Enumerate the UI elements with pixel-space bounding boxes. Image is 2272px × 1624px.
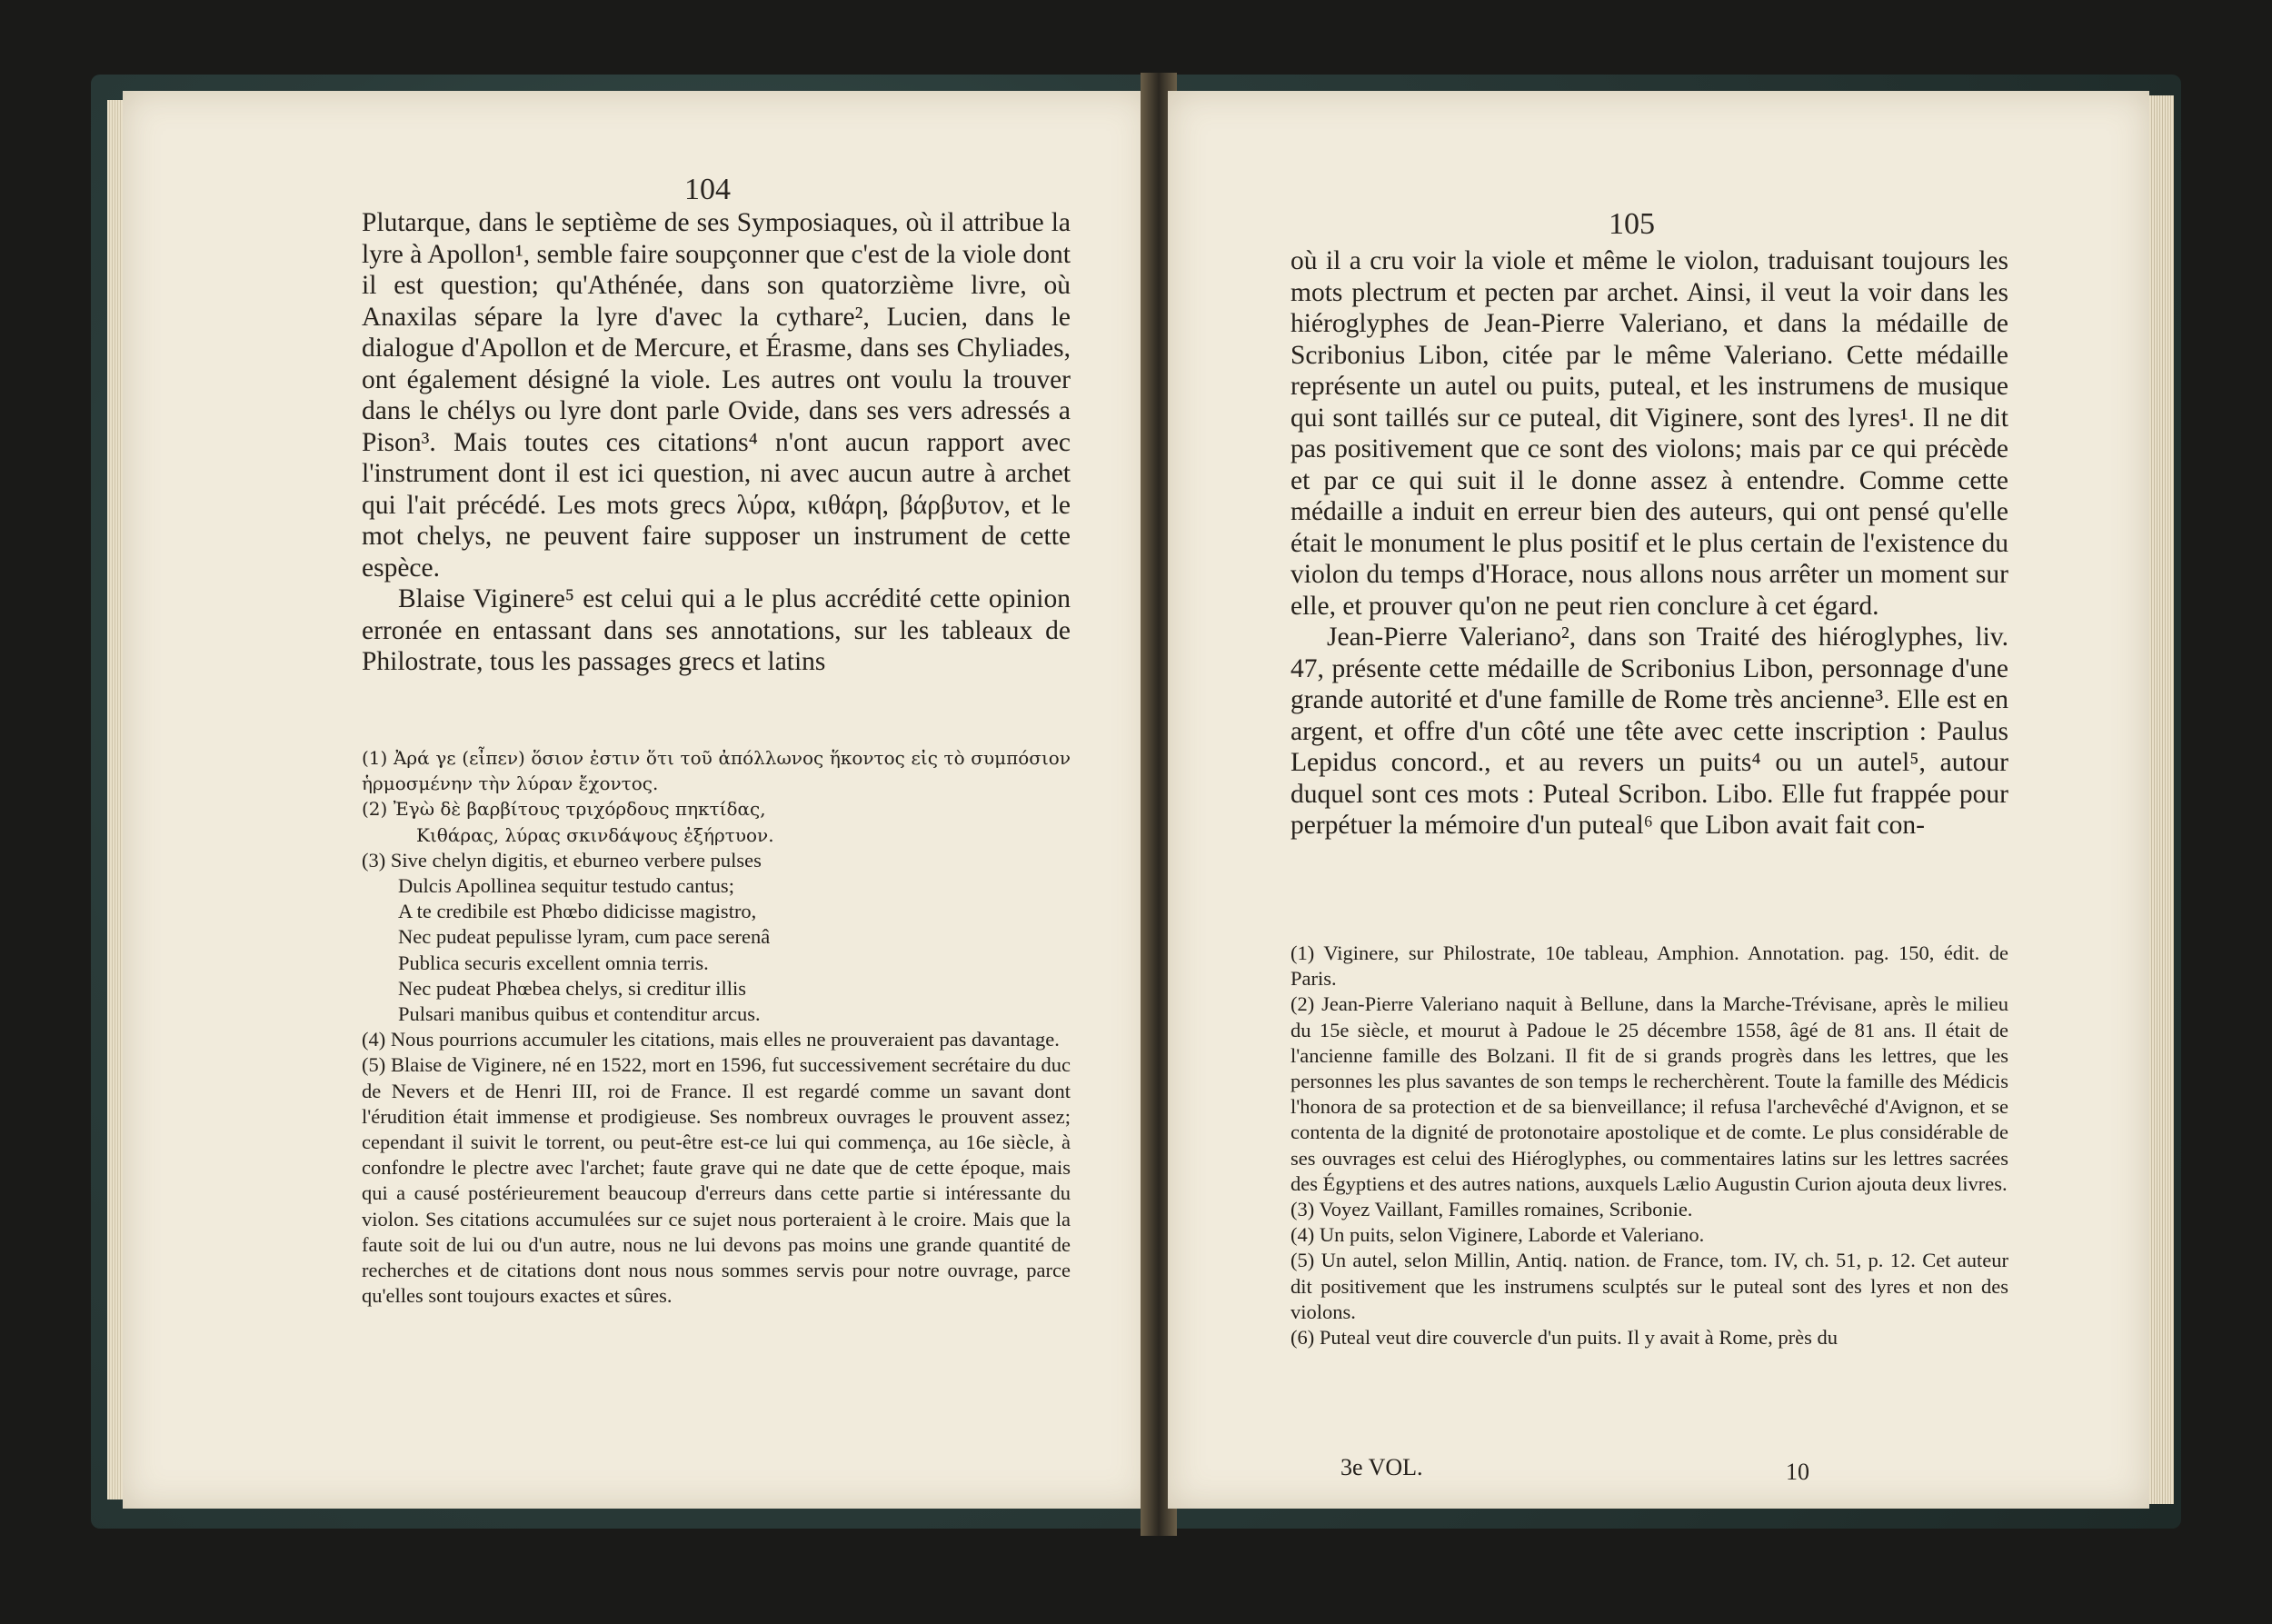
verse-line: (3) Sive chelyn digitis, et eburneo verbere pulses — [362, 848, 762, 872]
footnotes — [362, 745, 1071, 1309]
footnote-1: (1) Ἀρά γε (εἶπεν) ὅσιον ἐστιν ὅτι τοῦ ἀπόλλωνος ἥκοντος εἰς τὸ συμπόσιον ἡρμοσμένην τὴν λύραν ἔχοντος. — [362, 747, 1071, 795]
right-page — [1168, 91, 2149, 1509]
verse-line: Publica securis excellent omnia terris. — [398, 951, 709, 974]
paragraph: Blaise Viginere⁵ est celui qui a le plus accrédité cette opinion erronée en entassant dans ses annotations, sur les tableaux de Philostrate, tous les passages grecs et latins — [362, 584, 1071, 676]
gathering-signature: 10 — [1786, 1459, 1809, 1485]
footnote-5: (5) Blaise de Viginere, né en 1522, mort en 1596, fut successivement secrétaire du duc de Nevers et de Henri III, roi de France. Il est regardé comme un savant dont l'érudition était immense et prodigieuse. Ses nombreux ouvrages le prouvent assez; cependant il suivit le torrent, ou peut-être est-ce lui qui commença, au 16e siècle, à confondre le plectre avec l'archet; faute grave qui ne date que de cette époque, mais qui a causé postérieurement beaucoup d'erreurs dans cette partie si intéressante du violon. Ses citations accumulées sur ce sujet nous porteraient à le croire. Mais que la faute soit de lui ou d'un autre, nous ne lui devons pas moins une grande quantité de recherches et de citations dont nous nous sommes servis pour notre ouvrage, parce qu'elles sont toujours exactes et sûres. — [362, 1053, 1071, 1308]
footnote-3-verse — [362, 848, 1071, 1027]
left-page — [123, 91, 1150, 1509]
footnote-4: (4) Un puits, selon Viginere, Laborde et Valeriano. — [1290, 1223, 1705, 1247]
verse-line: Nec pudeat pepulisse lyram, cum pace serenâ — [398, 925, 771, 949]
footnote-3: (3) Voyez Vaillant, Familles romaines, Scribonie. — [1290, 1198, 1693, 1221]
verse-line: A te credibile est Phœbo didicisse magistro, — [398, 900, 757, 923]
footnotes — [1290, 941, 2008, 1350]
paragraph: Plutarque, dans le septième de ses Symposiaques, où il attribue la lyre à Apollon¹, semble faire soupçonner que c'est de la viole dont il est question; qu'Athénée, dans son quatorzième livre, où Anaxilas sépare la lyre d'avec la cythare², Lucien, dans le dialogue d'Apollon et de Mercure, et Érasme, dans ses Chyliades, ont également désigné la viole. Les autres ont voulu la trouver dans le chélys ou lyre dont parle Ovide, dans ses vers adressés a Pison³. Mais toutes ces citations⁴ n'ont aucun rapport avec l'instrument dont il est ici question, ni avec aucun autre à archet qui l'ait précédé. Les mots grecs λύρα, κιθάρη, βάρβυτον, et le mot chelys, ne peuvent faire supposer un instrument de cette espèce. — [362, 208, 1071, 583]
verse-line: Dulcis Apollinea sequitur testudo cantus; — [398, 874, 734, 898]
verse-line: Pulsari manibus quibus et contenditur arcus. — [398, 1002, 761, 1026]
page-number: 104 — [684, 173, 731, 206]
paragraph: où il a cru voir la viole et même le violon, traduisant toujours les mots plectrum et pecten par archet. Ainsi, il veut la voir dans les hiéroglyphes de Jean-Pierre Valeriano, et dans la médaille de Scribonius Libon, citée par le même Valeriano. Cette médaille représente un autel ou puits, puteal, et les instrumens de musique qui sont taillés sur ce puteal, dit Viginere, sont des lyres¹. Il ne dit pas positivement que ce sont des violons; mais par ce qui précède et par ce qui suit il le donne assez à entendre. Comme cette médaille a induit en erreur bien des auteurs, qui ont pensé qu'elle était le monument le plus positif et le plus certain de l'existence du violon du temps d'Horace, nous allons nous arrêter un moment sur elle, et prouver qu'on ne peut rien conclure à cet égard. — [1290, 246, 2008, 621]
footnote-2: (2) Jean-Pierre Valeriano naquit à Bellune, dans la Marche-Trévisane, après le milieu du 15e siècle, et mourut à Padoue le 25 décembre 1558, âgé de 81 ans. Il était de l'ancienne famille des Bolzani. Il fit de si grands progrès dans les lettres, que les personnes les plus savantes de son temps le recherchèrent. Toute la famille des Médicis l'honora de sa protection et de sa bienveillance; il refusa l'archevêché d'Avignon, et se contenta de la dignité de protonotaire apostolique et de comte. Le plus considérable de ses ouvrages est celui des Hiéroglyphes, ou commentaires latins sur les lettres sacrées des Égyptiens et des autres nations, auxquels Lælio Augustin Curion ajouta deux livres. — [1290, 992, 2008, 1195]
footnote-1: (1) Viginere, sur Philostrate, 10e tableau, Amphion. Annotation. pag. 150, édit. de Paris. — [1290, 942, 2008, 991]
volume-signature: 3e VOL. — [1340, 1454, 1423, 1480]
paragraph: Jean-Pierre Valeriano², dans son Traité des hiéroglyphes, liv. 47, présente cette médaille de Scribonius Libon, personnage d'une grande autorité et d'une famille de Rome très ancienne³. Elle est en argent, et offre d'un côté une tête avec cette inscription : Paulus Lepidus concord., et au revers un puits⁴ ou un autel⁵, autour duquel sont ces mots : Puteal Scribon. Libo. Elle fut frappée pour perpétuer la mémoire d'un puteal⁶ que Libon avait fait con- — [1290, 623, 2008, 840]
main-text — [362, 207, 1071, 678]
footnote-2-line: Κιθάρας, λύρας σκινδάψους ἐξήρτυον. — [416, 823, 774, 846]
page-edges-right — [2147, 95, 2174, 1504]
footnote-2: (2) Ἐγὼ δὲ βαρβίτους τριχόρδους πηκτίδας, — [362, 798, 766, 821]
page-number: 105 — [1609, 207, 1655, 241]
footnote-4: (4) Nous pourrions accumuler les citations, mais elles ne prouveraient pas davantage. — [362, 1028, 1060, 1051]
footnote-5: (5) Un autel, selon Millin, Antiq. nation. de France, tom. IV, ch. 51, p. 12. Cet auteur dit positivement que les instrumens sculptés sur le puteal sont des lyres et non des violons. — [1290, 1249, 2008, 1323]
main-text — [1290, 245, 2008, 842]
footnote-6: (6) Puteal veut dire couvercle d'un puits. Il y avait à Rome, près du — [1290, 1326, 1839, 1350]
verse-line: Nec pudeat Phœbea chelys, si creditur illis — [398, 976, 747, 1000]
